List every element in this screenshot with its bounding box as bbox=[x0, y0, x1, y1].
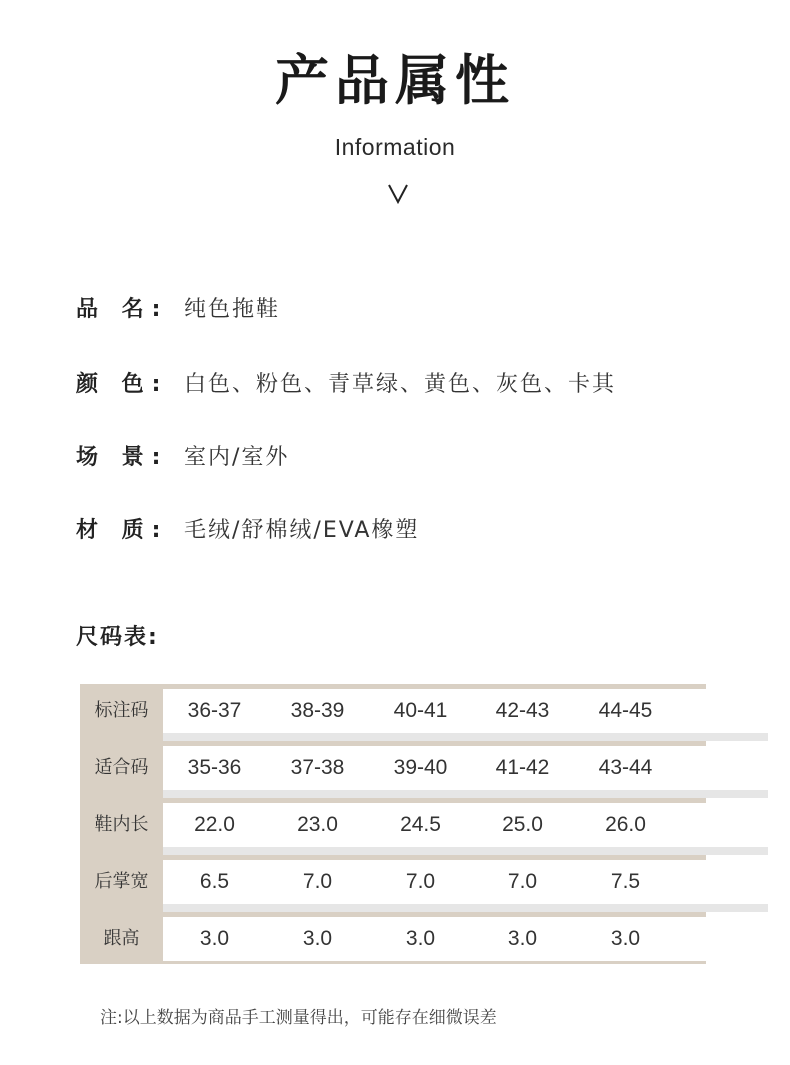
row-header: 跟高 bbox=[103, 928, 140, 949]
table-cell: 3.0 bbox=[199, 927, 230, 950]
table-cell: 24.5 bbox=[400, 813, 441, 836]
table-row bbox=[103, 917, 768, 961]
table-row bbox=[94, 746, 768, 790]
row-header: 适合码 bbox=[94, 757, 149, 778]
attribute-value: 室内/室外 bbox=[184, 445, 290, 470]
table-cell: 44-45 bbox=[598, 699, 653, 722]
table-cell: 35-36 bbox=[187, 756, 242, 779]
attribute-label: 材 质: bbox=[76, 518, 169, 543]
table-cell: 26.0 bbox=[605, 813, 646, 836]
attribute-value: 纯色拖鞋 bbox=[184, 297, 281, 322]
attribute-label: 场 景: bbox=[76, 445, 169, 470]
chevron-down-icon bbox=[385, 180, 411, 206]
attribute-value: 白色、粉色、青草绿、黄色、灰色、卡其 bbox=[184, 372, 617, 397]
attribute-label: 品 名: bbox=[76, 297, 169, 322]
page-title: 产品属性 bbox=[275, 49, 515, 112]
row-header: 鞋内长 bbox=[94, 814, 149, 835]
table-row bbox=[94, 860, 768, 904]
table-cell: 39-40 bbox=[393, 756, 448, 779]
table-cell: 41-42 bbox=[495, 756, 550, 779]
table-cell: 6.5 bbox=[199, 870, 230, 893]
attribute-value: 毛绒/舒棉绒/EVA橡塑 bbox=[184, 518, 420, 543]
table-cell: 25.0 bbox=[502, 813, 543, 836]
measurement-note: 注:以上数据为商品手工测量得出，可能存在细微误差 bbox=[100, 1008, 497, 1028]
table-cell: 36-37 bbox=[187, 699, 242, 722]
table-cell: 37-38 bbox=[290, 756, 345, 779]
table-row bbox=[94, 803, 768, 847]
table-cell: 3.0 bbox=[302, 927, 333, 950]
table-cell: 43-44 bbox=[598, 756, 653, 779]
table-row bbox=[94, 689, 768, 733]
table-cell: 40-41 bbox=[393, 699, 448, 722]
table-cell: 7.5 bbox=[610, 870, 641, 893]
table-cell: 23.0 bbox=[297, 813, 338, 836]
row-header: 标注码 bbox=[94, 700, 149, 721]
table-cell: 7.0 bbox=[302, 870, 333, 893]
table-cell: 3.0 bbox=[507, 927, 538, 950]
table-cell: 3.0 bbox=[610, 927, 641, 950]
page-subtitle: Information bbox=[334, 134, 456, 160]
table-cell: 3.0 bbox=[405, 927, 436, 950]
table-cell: 7.0 bbox=[405, 870, 436, 893]
size-table bbox=[80, 684, 706, 964]
attribute-label: 颜 色: bbox=[76, 372, 169, 397]
table-cell: 38-39 bbox=[290, 699, 345, 722]
size-table-title: 尺码表: bbox=[76, 625, 159, 650]
table-cell: 42-43 bbox=[495, 699, 550, 722]
table-cell: 7.0 bbox=[507, 870, 538, 893]
row-header: 后掌宽 bbox=[94, 871, 149, 892]
table-cell: 22.0 bbox=[194, 813, 235, 836]
